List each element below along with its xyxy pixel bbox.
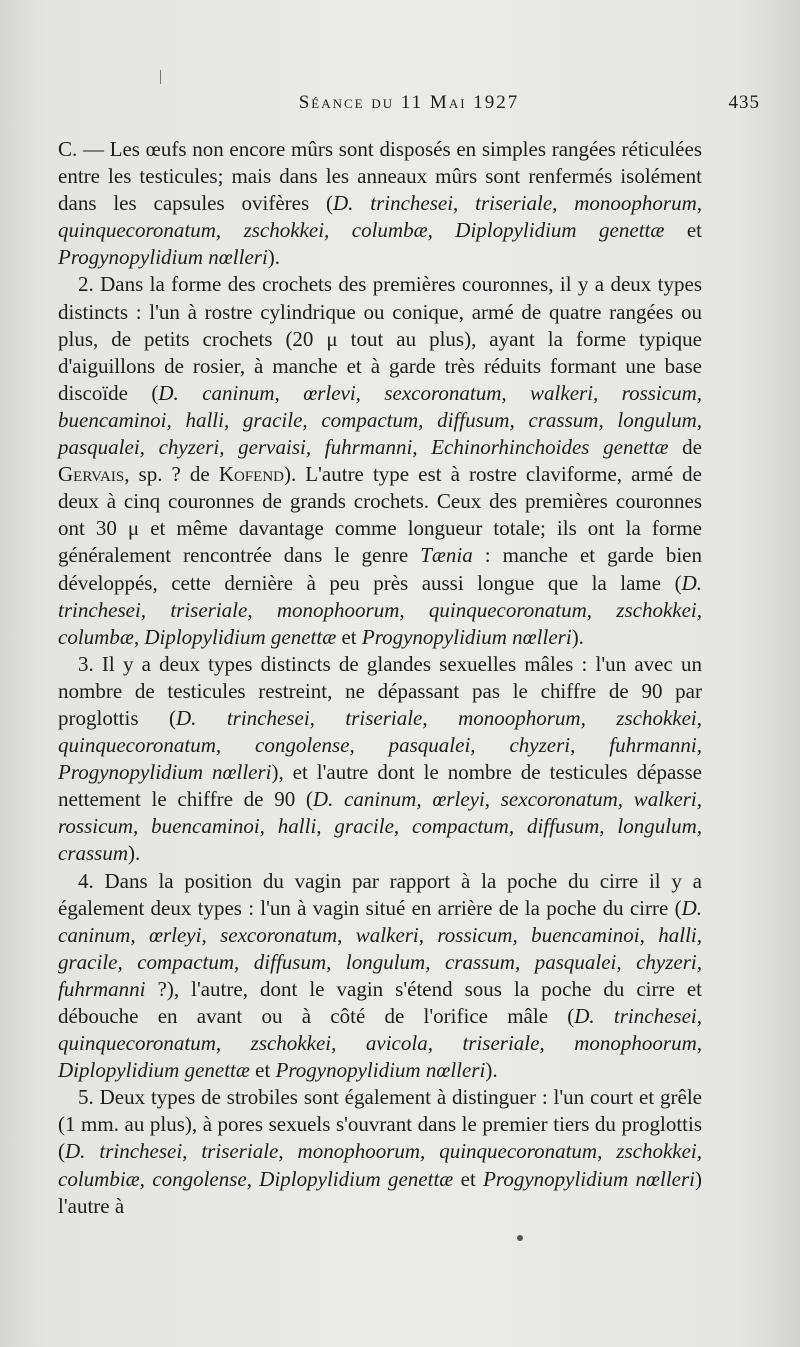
paragraph-3: 3. Il y a deux types distincts de glandes sexuelles mâles : l'un avec un nombre de testicules restreint, ne dépassant pas le chiffre de 90 par proglottis (D. trinchesei, triseriale, monoophorum, zschokkei, quinquecoronatum, congolense, pasqualei, chyzeri, fuhrmanni, Progynopylidium nœlleri), et l'autre dont le nombre de testicules dépasse nettement le chiffre de 90 (D. caninum, œrleyi, sexcoronatum, walkeri, rossicum, buencaminoi, halli, gracile, compactum, diffusum, longulum, crassum). bbox=[58, 651, 702, 866]
paragraph-5: 5. Deux types de strobiles sont également à distinguer : l'un court et grêle (1 mm. au plus), à pores sexuels s'ouvrant dans le premier tiers du proglottis (D. trinchesei, triseriale, monophoorum, quinquecoronatum, zschokkei, columbiæ, congolense, Diplopylidium genettæ et Progynopylidium nœlleri) l'autre à bbox=[58, 1085, 702, 1218]
margin-mark bbox=[160, 70, 161, 84]
page-number: 435 bbox=[728, 92, 760, 113]
running-title: Séance du 11 Mai 1927 bbox=[298, 92, 520, 113]
ink-spot bbox=[517, 1235, 523, 1241]
paragraph-4: 4. Dans la position du vagin par rapport à la poche du cirre il y a également deux types : l'un à vagin situé en arrière de la poche du cirre (D. caninum, œrleyi, sexcoronatum, walkeri, rossicum, buencaminoi, halli, gracile, compactum, diffusum, longulum, crassum, pasqualei, chyzeri, fuhrmanni ?), l'autre, dont le vagin s'étend sous la poche du cirre et débouche en avant ou à côté de l'orifice mâle (D. trinchesei, quinquecoronatum, zschokkei, avicola, triseriale, monophoorum, Diplopylidium genettæ et Progynopylidium nœlleri). bbox=[58, 868, 702, 1083]
running-header bbox=[58, 92, 760, 122]
text-body bbox=[58, 136, 702, 1220]
paragraph-2: 2. Dans la forme des crochets des premières couronnes, il y a deux types distincts : l'un à rostre cylindrique ou conique, armé de quatre rangées ou plus, de petits crochets (20 μ tout au plus), ayant la forme typique d'aiguillons de rosier, à manche et à garde très réduits formant une base discoïde (D. caninum, œrlevi, sexcoronatum, walkeri, rossicum, buencaminoi, halli, gracile, compactum, diffusum, crassum, longulum, pasqualei, chyzeri, gervaisi, fuhrmanni, Echinorhinchoides genettæ de Gervais, sp. ? de Kofend). L'autre type est à rostre claviforme, armé de deux à cinq couronnes de grands crochets. Ceux des premières couronnes ont 30 μ et même davantage comme longueur totale; ils ont la forme généralement rencontrée dans le genre Tænia : manche et garde bien développés, cette dernière à peu près aussi longue que la lame (D. trinchesei, triseriale, monophoorum, quinquecoronatum, zschokkei, columbæ, Diplopylidium genettæ et Progynopylidium nœlleri). bbox=[58, 272, 702, 649]
paragraph-c: C. — Les œufs non encore mûrs sont disposés en simples rangées réticulées entre les testicules; mais dans les anneaux mûrs sont renfermés isolément dans les capsules ovifères (D. trinchesei, triseriale, monoophorum, quinquecoronatum, zschokkei, columbæ, Diplopylidium genettæ et Progynopylidium nœlleri). bbox=[58, 137, 703, 270]
